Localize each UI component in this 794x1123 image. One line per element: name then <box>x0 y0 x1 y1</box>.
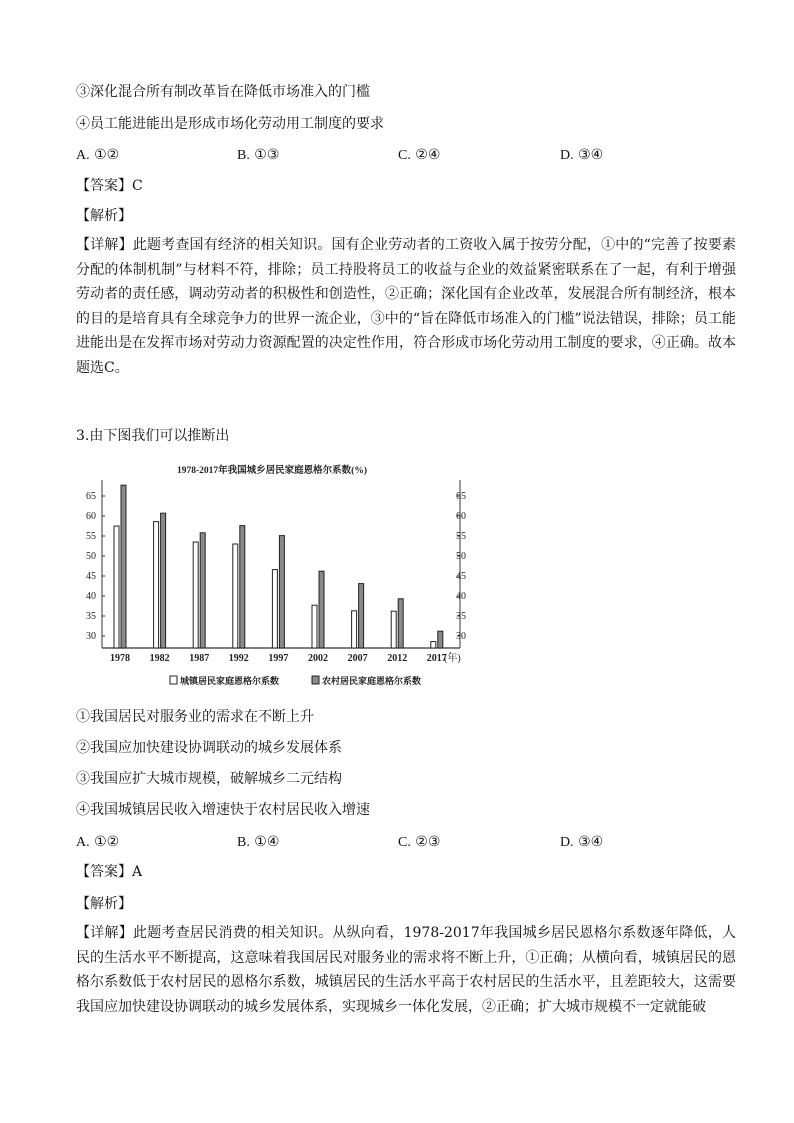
x-tick-label: 1982 <box>149 653 170 664</box>
y-tick-label-left: 45 <box>86 571 96 582</box>
q2-statement-3: ③深化混合所有制改革旨在降低市场准入的门槛 <box>76 84 370 100</box>
x-tick-label: 1992 <box>228 653 249 664</box>
y-tick-label-right: 55 <box>456 531 466 542</box>
y-tick-label-left: 55 <box>86 531 96 542</box>
q3-stem: 3.由下图我们可以推断出 <box>76 428 230 444</box>
q3-analysis-label: 【解析】 <box>76 896 132 912</box>
y-tick-label-left: 50 <box>86 551 96 562</box>
y-tick-label-right: 30 <box>456 631 466 642</box>
bar-rural <box>240 526 245 648</box>
bar-urban <box>431 642 436 648</box>
q3-statement-4: ④我国城镇居民收入增速快于农村居民收入增速 <box>76 802 370 818</box>
y-tick-label-right: 60 <box>456 511 466 522</box>
bar-rural <box>438 631 443 648</box>
bar-urban <box>193 542 198 648</box>
bar-rural <box>200 533 205 648</box>
q3-statement-2: ②我国应加快建设协调联动的城乡发展体系 <box>76 740 342 756</box>
bar-urban <box>352 611 357 648</box>
chart-title: 1978-2017年我国城乡居民家庭恩格尔系数(%) <box>177 466 367 476</box>
x-tick-label: 2017 <box>426 653 447 664</box>
engel-chart-svg <box>76 460 468 696</box>
x-tick-label: 2002 <box>308 653 328 664</box>
q3-option-b[interactable]: B. ①④ <box>237 834 280 850</box>
engel-coefficient-chart <box>76 460 468 696</box>
y-tick-label-left: 30 <box>86 631 96 642</box>
y-tick-label-left: 60 <box>86 511 96 522</box>
x-tick-label: 1997 <box>268 653 289 664</box>
bar-urban <box>154 522 159 648</box>
q2-detail: 【详解】此题考查国有经济的相关知识。国有企业劳动者的工资收入属于按劳分配，①中的“完善了按要素分配的体制机制”与材料不符，排除；员工持股将员工的收益与企业的效益紧密联系在了一起，有利于增强劳动者的责任感，调动劳动者的积极性和创造性，②正确；深化国有企业改革，发展混合所有制经济，根本的目的是培育具有全球竞争力的世界一流企业，③中的“旨在降低市场准入的门槛”说法错误，排除；员工能进能出是在发挥市场对劳动力资源配置的决定性作用，符合形成市场化劳动用工制度的要求，④正确。故本题选C。 <box>76 237 736 376</box>
q3-option-d[interactable]: D. ③④ <box>560 834 604 850</box>
q2-option-c[interactable]: C. ②④ <box>398 147 441 163</box>
bar-rural <box>121 485 126 648</box>
y-tick-label-right: 40 <box>456 591 466 602</box>
y-tick-label-right: 45 <box>456 571 466 582</box>
x-tick-label: 1978 <box>110 653 130 664</box>
q2-option-a[interactable]: A. ①② <box>76 147 120 163</box>
bar-urban <box>391 611 396 648</box>
bar-rural <box>398 599 403 648</box>
q2-option-b[interactable]: B. ①③ <box>237 147 280 163</box>
bar-rural <box>279 536 284 648</box>
bar-urban <box>233 544 238 648</box>
q2-statement-4: ④员工能进能出是形成市场化劳动用工制度的要求 <box>76 116 384 132</box>
y-tick-label-right: 35 <box>456 611 466 622</box>
bar-urban <box>114 526 119 648</box>
y-tick-label-left: 40 <box>86 591 96 602</box>
legend-swatch-urban <box>170 676 177 684</box>
bar-rural <box>319 571 324 648</box>
bar-rural <box>161 513 166 648</box>
q2-analysis-label: 【解析】 <box>76 208 132 224</box>
legend-label-rural: 农村居民家庭恩格尔系数 <box>322 676 422 686</box>
y-tick-label-left: 35 <box>86 611 96 622</box>
x-tick-label: 2012 <box>387 653 408 664</box>
q2-answer: 【答案】C <box>76 178 143 194</box>
x-unit-label: (年) <box>444 653 461 664</box>
bar-urban <box>312 605 317 648</box>
bar-urban <box>272 570 277 648</box>
y-tick-label-right: 50 <box>456 551 466 562</box>
q3-option-c[interactable]: C. ②③ <box>398 834 441 850</box>
bar-rural <box>359 584 364 648</box>
q3-statement-1: ①我国居民对服务业的需求在不断上升 <box>76 709 314 725</box>
q2-option-d[interactable]: D. ③④ <box>560 147 604 163</box>
q3-option-a[interactable]: A. ①② <box>76 834 120 850</box>
x-tick-label: 2007 <box>347 653 368 664</box>
y-tick-label-right: 65 <box>456 491 466 502</box>
q3-detail: 【详解】此题考查居民消费的相关知识。从纵向看，1978-2017年我国城乡居民恩格尔系数逐年降低，人民的生活水平不断提高，这意味着我国居民对服务业的需求将不断上升，①正确；从横向看，城镇居民的恩格尔系数低于农村居民的恩格尔系数，城镇居民的生活水平高于农村居民的生活水平，且差距较大，这需要我国应加快建设协调联动的城乡发展体系，实现城乡一体化发展，②正确；扩大城市规模不一定就能破 <box>76 925 736 1015</box>
y-tick-label-left: 65 <box>86 491 96 502</box>
legend-swatch-rural <box>312 676 319 684</box>
q3-statement-3: ③我国应扩大城市规模，破解城乡二元结构 <box>76 771 342 787</box>
q3-answer: 【答案】A <box>76 864 143 880</box>
legend-label-urban: 城镇居民家庭恩格尔系数 <box>180 676 280 686</box>
x-tick-label: 1987 <box>189 653 210 664</box>
